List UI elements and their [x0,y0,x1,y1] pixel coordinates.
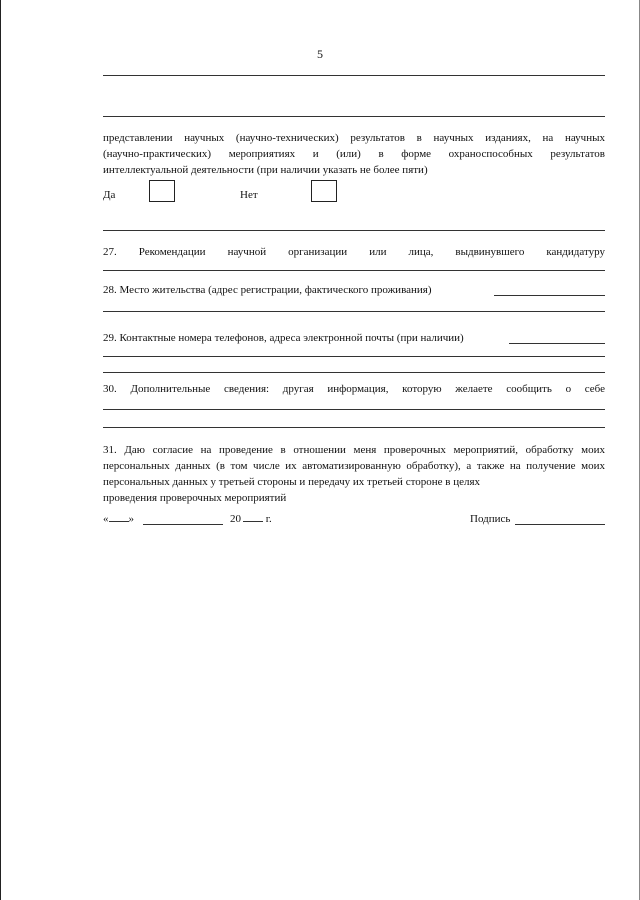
signature-label: Подпись [470,513,511,525]
date-quote-close: » [128,513,134,525]
item-29-answer-line[interactable] [103,372,605,373]
item-30-answer-line[interactable] [103,427,605,428]
date-field [103,511,134,527]
item-30-answer-line[interactable] [103,409,605,410]
yes-checkbox[interactable] [149,180,175,202]
date-quote-open: « [103,513,109,525]
item-27-label: 27. Рекомендации научной организации или лица, выдвинувшего кандидатуру [103,246,605,258]
item-26-text-line-3: интеллектуальной деятельности (при наличии указать не более пяти) [103,164,428,176]
item-30-label: 30. Дополнительные сведения: другая информация, которую желаете сообщить о себе [103,383,605,395]
item-28-answer-inline[interactable] [494,295,605,296]
date-year-suffix: г. [265,513,272,525]
date-year-blank[interactable] [243,520,263,522]
page-left-edge [0,0,1,900]
item-26-text-line-1: представлении научных (научно-технических) результатов в научных изданиях, на научных [103,132,605,144]
item-31-consent-last-line: проведения проверочных мероприятий [103,492,287,504]
no-checkbox[interactable] [311,180,337,202]
signature-blank[interactable] [515,524,605,525]
item-26-text-line-2: (научно-практических) мероприятиях и (или) в форме охраноспособных результатов [103,148,605,160]
item-31-consent-text [103,442,605,506]
date-day-blank[interactable] [109,520,129,522]
yes-label: Да [103,189,116,201]
item-31-consent-body: 31. Даю согласие на проведение в отношении меня проверочных мероприятий, обработку моих персональных данных (в том числе их автоматизированную обработку), а также на получение моих персональных данных у третьей стороны и передачу их третьей стороне в целях [103,444,605,488]
date-year-prefix: 20 [230,513,241,525]
page-number: 5 [317,47,323,61]
answer-line[interactable] [103,230,605,231]
item-27-answer-line[interactable] [103,270,605,271]
item-29-answer-line[interactable] [103,356,605,357]
no-label: Нет [240,189,258,201]
date-year-field [230,511,272,527]
answer-line[interactable] [103,75,605,76]
item-29-answer-inline[interactable] [509,343,605,344]
item-29-label: 29. Контактные номера телефонов, адреса электронной почты (при наличии) [103,332,464,344]
item-28-label: 28. Место жительства (адрес регистрации, фактического проживания) [103,284,432,296]
date-month-blank[interactable] [143,524,223,525]
item-28-answer-line[interactable] [103,311,605,312]
answer-line[interactable] [103,116,605,117]
